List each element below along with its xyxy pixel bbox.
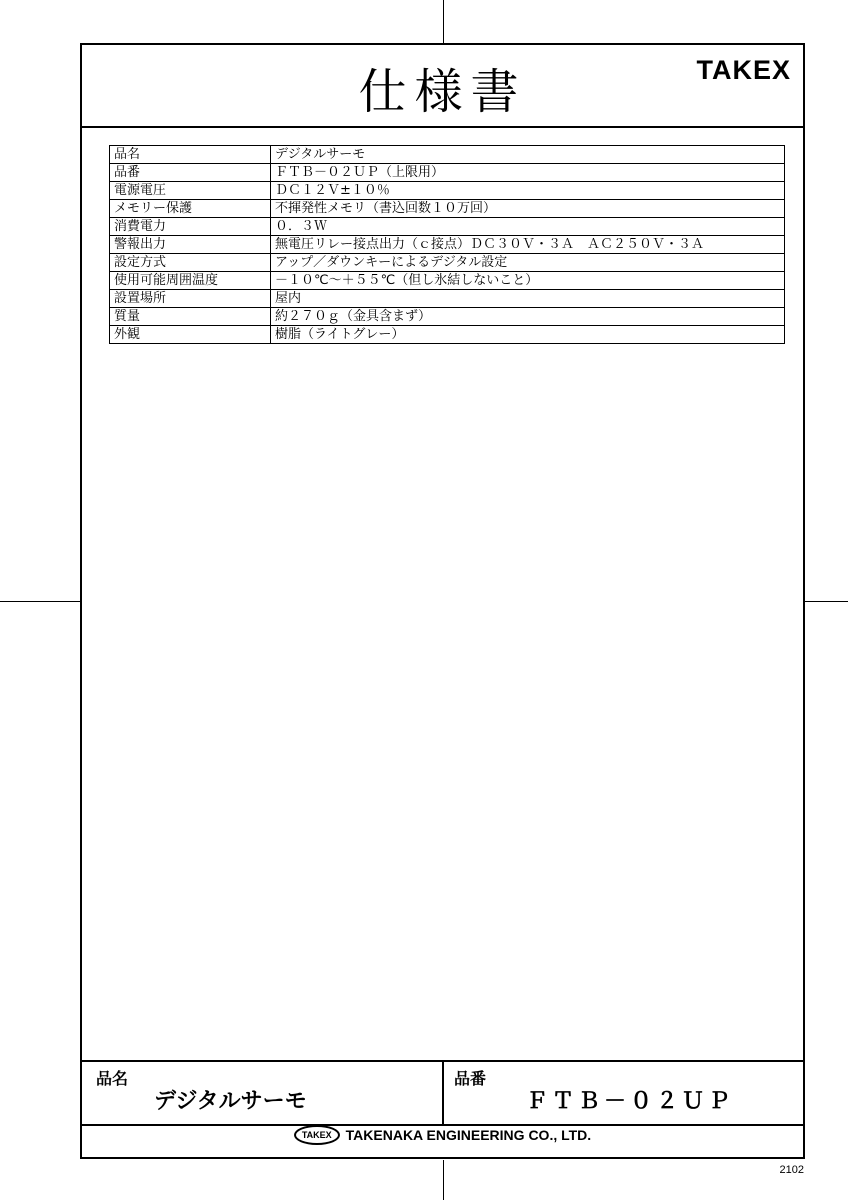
document-code: 2102 bbox=[779, 1164, 804, 1176]
spec-row bbox=[110, 164, 785, 182]
spec-label: 消費電力 bbox=[110, 218, 271, 236]
spec-label: 使用可能周囲温度 bbox=[110, 272, 271, 290]
spec-label: メモリー保護 bbox=[110, 200, 271, 218]
spec-value: ＦＴＢ－０２ＵＰ（上限用） bbox=[271, 164, 785, 182]
spec-row bbox=[110, 308, 785, 326]
spec-label: 質量 bbox=[110, 308, 271, 326]
spec-value: 不揮発性メモリ（書込回数１０万回） bbox=[271, 200, 785, 218]
spec-row bbox=[110, 290, 785, 308]
footer-product-info bbox=[82, 1060, 803, 1126]
spec-label: 設置場所 bbox=[110, 290, 271, 308]
spec-label: 警報出力 bbox=[110, 236, 271, 254]
company-name: TAKENAKA ENGINEERING CO., LTD. bbox=[345, 1127, 592, 1143]
spec-label: 電源電圧 bbox=[110, 182, 271, 200]
spec-row bbox=[110, 146, 785, 164]
spec-table bbox=[109, 145, 785, 344]
document-frame bbox=[80, 43, 805, 1159]
header bbox=[82, 45, 803, 128]
spec-value: 無電圧リレー接点出力（ｃ接点）ＤＣ３０Ｖ・３Ａ ＡＣ２５０Ｖ・３Ａ bbox=[271, 236, 785, 254]
spec-row bbox=[110, 272, 785, 290]
spec-value: 樹脂（ライトグレー） bbox=[271, 326, 785, 344]
spec-row bbox=[110, 326, 785, 344]
spec-label: 外観 bbox=[110, 326, 271, 344]
spec-value: デジタルサーモ bbox=[271, 146, 785, 164]
spec-label: 設定方式 bbox=[110, 254, 271, 272]
product-name-value: デジタルサーモ bbox=[154, 1089, 307, 1114]
spec-value: －１０℃～＋５５℃（但し氷結しないこと） bbox=[271, 272, 785, 290]
spec-label: 品名 bbox=[110, 146, 271, 164]
crop-mark-left bbox=[0, 601, 80, 602]
spec-row bbox=[110, 236, 785, 254]
spec-value: 約２７０ｇ（金具含まず） bbox=[271, 308, 785, 326]
crop-mark-right bbox=[805, 601, 848, 602]
product-number-value: ＦＴＢ－０２ＵＰ bbox=[526, 1089, 735, 1114]
crop-mark-top bbox=[443, 0, 444, 43]
spec-row bbox=[110, 254, 785, 272]
page-title: 仕様書 bbox=[358, 64, 527, 120]
company-logo: TAKEX bbox=[294, 1125, 340, 1145]
spec-row bbox=[110, 200, 785, 218]
spec-row bbox=[110, 182, 785, 200]
company-line bbox=[82, 1125, 803, 1155]
product-name-label: 品名 bbox=[96, 1069, 129, 1088]
spec-value: ＤＣ１２Ｖ±１０％ bbox=[271, 182, 785, 200]
spec-row bbox=[110, 218, 785, 236]
spec-value: 屋内 bbox=[271, 290, 785, 308]
spec-value: ０．３Ｗ bbox=[271, 218, 785, 236]
brand-logo: TAKEX bbox=[696, 55, 791, 85]
spec-value: アップ／ダウンキーによるデジタル設定 bbox=[271, 254, 785, 272]
footer-divider bbox=[442, 1062, 444, 1124]
spec-label: 品番 bbox=[110, 164, 271, 182]
product-number-label: 品番 bbox=[454, 1069, 487, 1088]
crop-mark-bottom bbox=[443, 1160, 444, 1200]
